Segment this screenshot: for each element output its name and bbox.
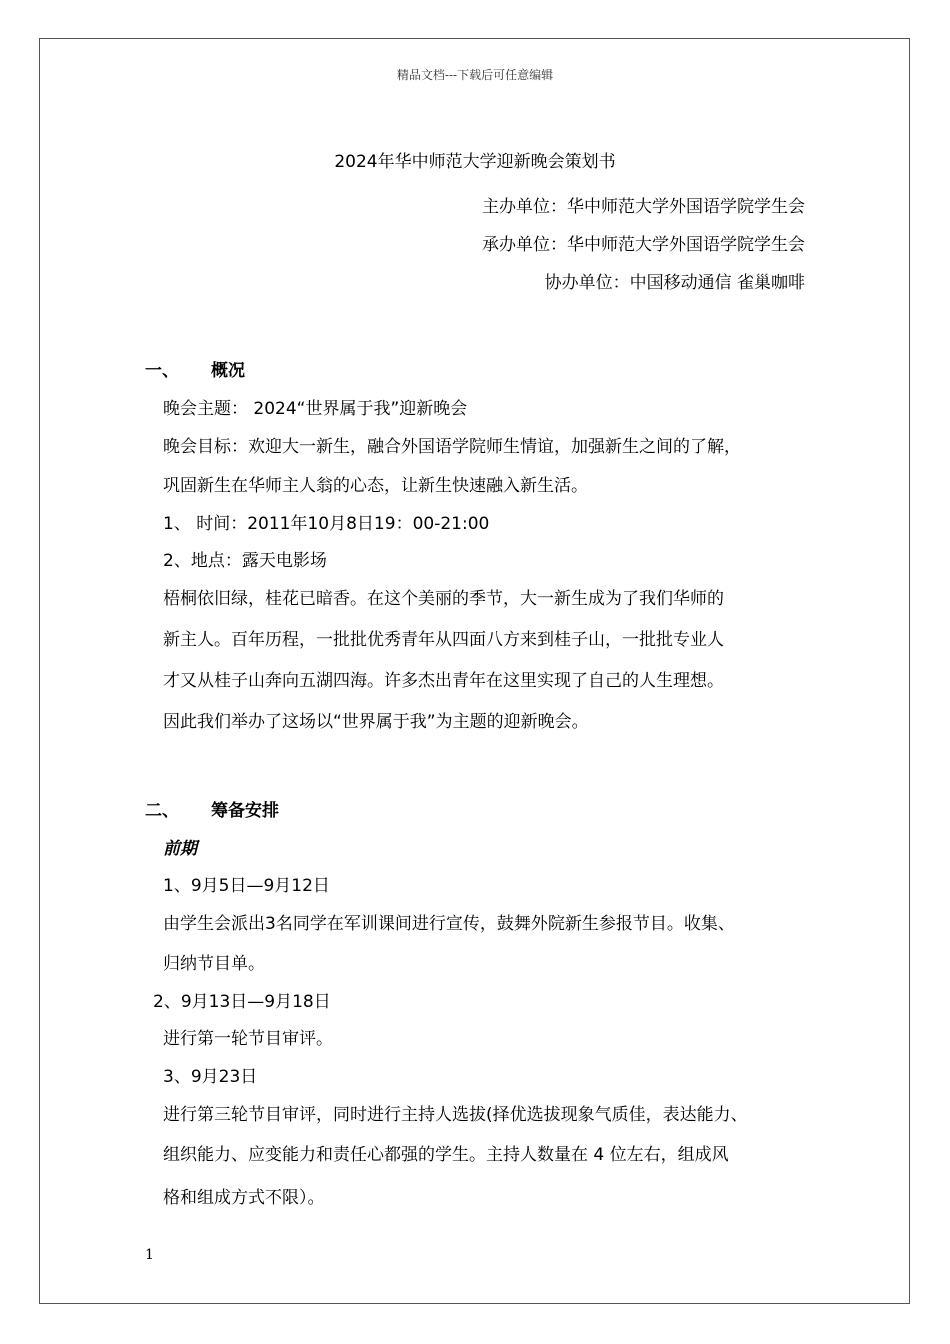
organizer-host: 主办单位：华中师范大学外国语学院学生会 — [482, 197, 805, 217]
section-2-subtitle: 前期 — [163, 839, 197, 859]
document-title: 2024年华中师范大学迎新晚会策划书 — [334, 152, 616, 172]
section-1-title: 概况 — [211, 361, 245, 381]
section-2-line: 进行第三轮节目审评，同时进行主持人选拔(择优选拔现象气质佳，表达能力、 — [163, 1105, 748, 1125]
section-1-line: 梧桐依旧绿，桂花已暗香。在这个美丽的季节，大一新生成为了我们华师的 — [163, 589, 724, 609]
section-2-line: 由学生会派出3名同学在军训课间进行宣传，鼓舞外院新生参报节目。收集、 — [163, 914, 735, 934]
section-2-heading — [145, 796, 279, 821]
section-1-line: 晚会目标：欢迎大一新生，融合外国语学院师生情谊，加强新生之间的了解， — [163, 437, 741, 457]
section-1-line: 2、地点：露天电影场 — [163, 551, 327, 571]
section-2-line: 3、9月23日 — [163, 1067, 258, 1087]
section-1-heading — [145, 356, 245, 381]
section-2-line: 组织能力、应变能力和责任心都强的学生。主持人数量在 4 位左右，组成风 — [163, 1145, 729, 1165]
header-note: 精品文档---下载后可任意编辑 — [396, 68, 554, 82]
section-2-line: 归纳节目单。 — [163, 954, 265, 974]
section-2-line: 进行第一轮节目审评。 — [163, 1029, 333, 1049]
section-1-line: 晚会主题： 2024“世界属于我”迎新晚会 — [163, 399, 468, 419]
section-1-line: 因此我们举办了这场以“世界属于我”为主题的迎新晚会。 — [163, 712, 589, 732]
section-1-line: 才又从桂子山奔向五湖四海。许多杰出青年在这里实现了自己的人生理想。 — [163, 671, 724, 691]
section-1-line: 巩固新生在华师主人翁的心态，让新生快速融入新生活。 — [163, 476, 588, 496]
section-1-line: 1、 时间：2011年10月8日19：00-21:00 — [163, 514, 490, 534]
section-2-line: 格和组成方式不限）。 — [163, 1188, 325, 1208]
section-2-number: 二、 — [145, 801, 179, 821]
page-number: 1 — [145, 1247, 154, 1263]
section-2-title: 筹备安排 — [211, 801, 279, 821]
section-2-line: 2、9月13日—9月18日 — [153, 992, 331, 1012]
section-1-number: 一、 — [145, 361, 179, 381]
section-1-line: 新主人。百年历程，一批批优秀青年从四面八方来到桂子山，一批批专业人 — [163, 630, 724, 650]
organizer-co-host: 协办单位：中国移动通信 雀巢咖啡 — [544, 273, 805, 293]
section-2-line: 1、9月5日—9月12日 — [163, 876, 330, 896]
organizer-undertaker: 承办单位：华中师范大学外国语学院学生会 — [482, 235, 805, 255]
